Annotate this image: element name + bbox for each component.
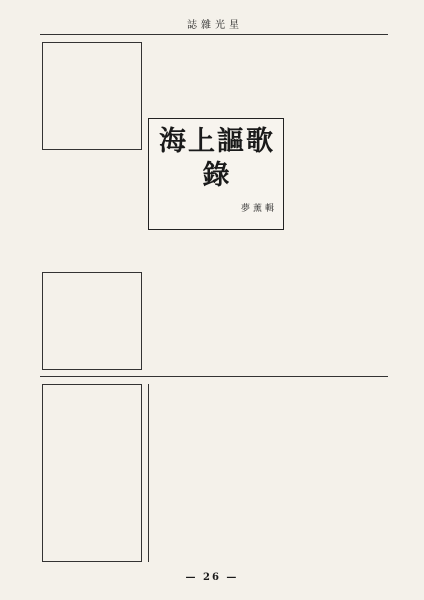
banner-title: 海上謳歌錄 [159, 126, 275, 191]
page-header: 誌雜光星 [187, 20, 243, 31]
text-block-poem-a [148, 42, 284, 112]
lower-divider [148, 384, 149, 562]
text-block-lower-right [290, 384, 388, 562]
text-block-poem-d [154, 384, 284, 562]
text-block-right-mid [290, 148, 388, 258]
text-block-lower-left [46, 388, 138, 558]
page-number: — 26 — [185, 572, 239, 583]
banner-author: 夢薰輯 [240, 204, 277, 214]
text-block-left-mid [42, 156, 142, 266]
header-rule [40, 34, 388, 35]
text-block-poem-c [148, 292, 284, 370]
text-block-left-top [46, 46, 138, 146]
text-block-left-bottom [46, 276, 138, 366]
text-block-right-top [290, 42, 388, 142]
text-block-poem-b [148, 236, 284, 286]
text-block-right-bottom [290, 264, 388, 370]
section-rule [40, 376, 388, 377]
title-banner [148, 118, 284, 230]
